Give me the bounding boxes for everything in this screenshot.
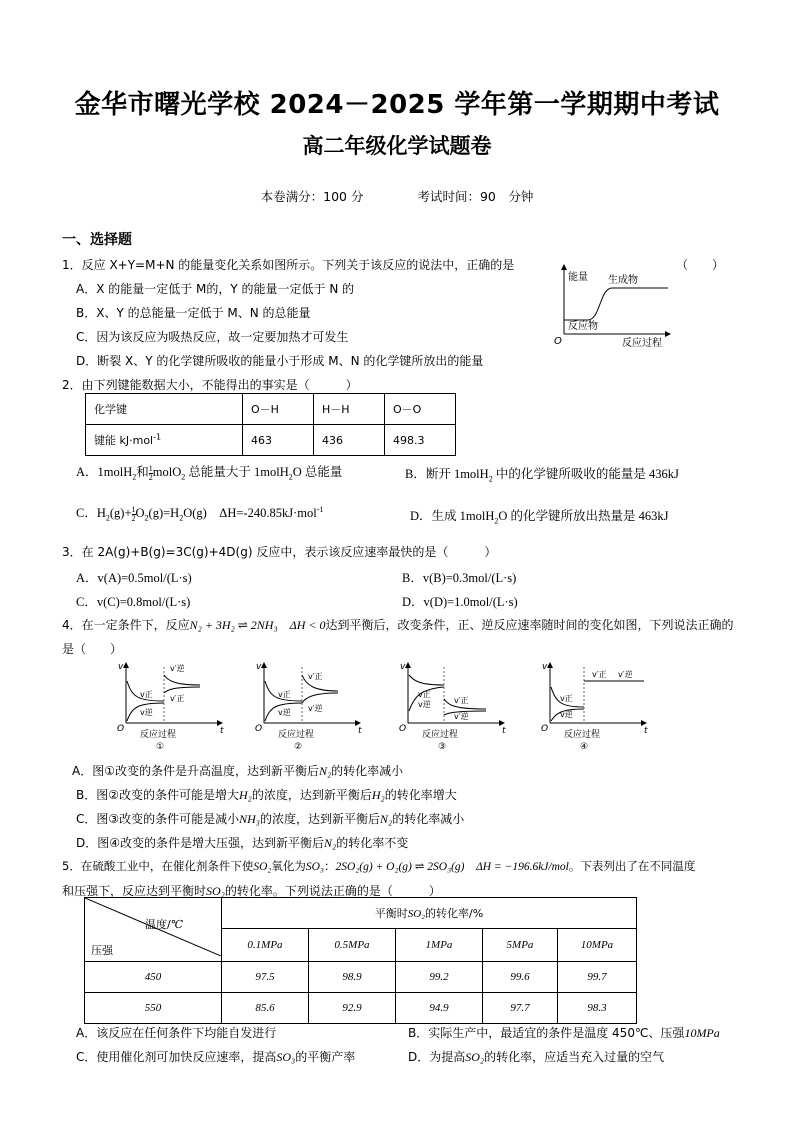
q5-pressure-header: 0.1MPa xyxy=(222,929,309,962)
svg-text:v正: v正 xyxy=(418,690,431,699)
q1-ylabel: 能量 xyxy=(568,272,588,283)
svg-text:v′逆: v′逆 xyxy=(170,664,185,673)
q1-xlabel: 反应过程 xyxy=(622,338,662,348)
q2-header-cell: 化学键 xyxy=(86,394,243,425)
svg-text:v′逆: v′逆 xyxy=(308,704,323,713)
svg-text:t: t xyxy=(358,726,362,736)
q1-option-b: B．X、Y 的总能量一定低于 M、N 的总能量 xyxy=(76,306,311,320)
rate-curve xyxy=(164,687,200,693)
fraction: $\frac{1}{2}$ xyxy=(148,463,153,482)
q5-temp-cell: 450 xyxy=(85,962,222,993)
svg-text:v′正: v′正 xyxy=(308,672,323,681)
q2-value-cell: 436 xyxy=(314,425,385,456)
q5-temp-label: 温度/℃ xyxy=(145,918,184,931)
exam-title: 金华市曙光学校 2024－2025 学年第一学期期中考试 xyxy=(74,90,720,120)
q1-option-a: A．X 的能量一定低于 M的，Y 的能量一定低于 N 的 xyxy=(76,282,355,296)
q5-pressure-header: 5MPa xyxy=(483,929,558,962)
q1-x-arrow xyxy=(665,331,671,337)
q5-value-cell: 99.7 xyxy=(558,962,637,993)
svg-text:v: v xyxy=(400,662,406,672)
q4-option-d: D．图④改变的条件是增大压强，达到新平衡后N₂的转化率不变 xyxy=(76,836,409,850)
q5-value-cell: 97.5 xyxy=(222,962,309,993)
q5-diagonal-header xyxy=(85,898,222,962)
q1-origin: O xyxy=(554,336,562,347)
q5-option-a: A．该反应在任何条件下均能自发进行 xyxy=(76,1026,277,1040)
q5-value-cell: 99.2 xyxy=(396,962,483,993)
svg-text:O: O xyxy=(399,724,407,734)
q1-reactant-label: 反应物 xyxy=(568,321,598,332)
q4-stem: 4．在一定条件下，反应N₂ + 3H₂ ⇌ 2NH₃ ΔH < 0达到平衡后，改变条件，正、逆反应速率随时间的变化如图，下列说法正确的 xyxy=(62,618,734,632)
q5-value-cell: 99.6 xyxy=(483,962,558,993)
q2-option-a: A．1molH$_2$和 $\frac{1}{2}$ molO$_2$ 总能量大于 1molH$_2$O 总能量 xyxy=(76,463,343,482)
q3-option-a: A．v(A)=0.5mol/(L·s) xyxy=(76,571,192,585)
q4-equation: N₂ + 3H₂ ⇌ 2NH₃ xyxy=(189,618,278,632)
svg-text:反应过程: 反应过程 xyxy=(140,730,177,740)
svg-text:反应过程: 反应过程 xyxy=(278,730,315,740)
q1-answer-paren: （ ） xyxy=(676,258,725,272)
svg-text:t: t xyxy=(644,726,648,736)
q3-option-b: B．v(B)=0.3mol/(L·s) xyxy=(402,571,517,585)
q2-row-label: 键能 kJ·mol$^{-1}$ xyxy=(86,425,243,456)
svg-text:O: O xyxy=(255,724,263,734)
q5-option-b: B．实际生产中，最适宜的条件是温度 450℃、压强10MPa xyxy=(408,1026,720,1040)
svg-text:v逆: v逆 xyxy=(278,708,291,717)
q1-stem: 1．反应 X+Y=M+N 的能量变化关系如图所示。下列关于该反应的说法中，正确的是 xyxy=(62,258,515,272)
svg-text:v正: v正 xyxy=(560,694,573,703)
q1-option-c: C．因为该反应为吸热反应，故一定要加热才可发生 xyxy=(76,330,349,344)
q5-group-header: 平衡时SO₂的转化率/% xyxy=(222,898,637,929)
q5-pressure-header: 1MPa xyxy=(396,929,483,962)
rate-curve xyxy=(302,693,338,703)
svg-text:②: ② xyxy=(294,742,303,752)
svg-text:v正: v正 xyxy=(278,690,291,699)
fraction: $\frac{1}{2}$ xyxy=(131,504,136,523)
q5-pressure-header: 0.5MPa xyxy=(309,929,396,962)
q1-product-label: 生成物 xyxy=(608,275,638,286)
q5-pressure-label: 压强 xyxy=(91,944,113,957)
q1-energy-diagram xyxy=(548,262,678,348)
q2-header-cell: O－H xyxy=(243,394,314,425)
svg-text:v逆: v逆 xyxy=(560,710,573,719)
svg-text:反应过程: 反应过程 xyxy=(564,730,601,740)
q2-value-cell: 463 xyxy=(243,425,314,456)
svg-text:O: O xyxy=(541,724,549,734)
q5-value-cell: 98.9 xyxy=(309,962,396,993)
svg-text:t: t xyxy=(220,726,224,736)
svg-text:v逆: v逆 xyxy=(418,700,431,709)
svg-text:t: t xyxy=(502,726,506,736)
svg-text:v: v xyxy=(256,662,262,672)
exam-time: 考试时间：90 分钟 xyxy=(417,189,534,204)
svg-text:④: ④ xyxy=(580,742,589,752)
q4-rate-graphs xyxy=(112,657,682,753)
svg-text:v′正: v′正 xyxy=(454,696,469,705)
q2-stem: 2．由下列键能数据大小，不能得出的事实是（ ） xyxy=(62,378,358,392)
svg-text:v′正: v′正 xyxy=(592,670,607,679)
table-row xyxy=(85,993,637,1024)
table-row xyxy=(85,898,637,929)
svg-text:v逆: v逆 xyxy=(140,708,153,717)
q5-value-cell: 92.9 xyxy=(309,993,396,1024)
q3-option-c: C．v(C)=0.8mol/(L·s) xyxy=(76,595,191,609)
q1-option-d: D．断裂 X、Y 的化学键所吸收的能量小于形成 M、N 的化学键所放出的能量 xyxy=(76,354,484,368)
exam-info xyxy=(0,187,794,205)
q2-header-cell: H－H xyxy=(314,394,385,425)
table-row xyxy=(86,425,456,456)
q4-enthalpy: ΔH < 0 xyxy=(289,618,326,632)
table-row xyxy=(86,394,456,425)
q3-stem: 3．在 2A(g)+B(g)=3C(g)+4D(g) 反应中，表示该反应速率最快的是（ ） xyxy=(62,545,497,559)
table-row xyxy=(85,962,637,993)
svg-text:反应过程: 反应过程 xyxy=(422,730,459,740)
q4-graph-3 xyxy=(399,662,506,752)
forward-rate-curve xyxy=(409,675,444,685)
q5-conversion-table xyxy=(84,897,637,1024)
svg-text:v′逆: v′逆 xyxy=(618,670,633,679)
q5-enthalpy: ΔH = −196.6kJ/mol xyxy=(476,861,569,873)
q4-option-a: A．图①改变的条件是升高温度，达到新平衡后N₂的转化率减小 xyxy=(72,764,404,778)
q5-value-cell: 94.9 xyxy=(396,993,483,1024)
svg-text:v′正: v′正 xyxy=(170,694,185,703)
section-heading: 一、选择题 xyxy=(62,232,132,248)
q2-option-d: D．生成 1molH$_2$O 的化学键所放出热量是 463kJ xyxy=(410,509,669,526)
q4-graph-4 xyxy=(541,662,648,752)
q2-header-cell: O－O xyxy=(385,394,456,425)
svg-text:③: ③ xyxy=(438,742,447,752)
q5-value-cell: 97.7 xyxy=(483,993,558,1024)
svg-text:v: v xyxy=(118,662,124,672)
q3-option-d: D．v(D)=1.0mol/(L·s) xyxy=(402,595,518,609)
q1-y-arrow xyxy=(561,264,567,270)
exam-subtitle: 高二年级化学试题卷 xyxy=(302,134,492,158)
q2-bond-table xyxy=(85,393,456,456)
q2-value-cell: 498.3 xyxy=(385,425,456,456)
rate-curve xyxy=(164,675,200,685)
svg-text:O: O xyxy=(117,724,125,734)
q5-pressure-header: 10MPa xyxy=(558,929,637,962)
q2-option-b: B．断开 1molH$_2$ 中的化学键所吸收的能量是 436kJ xyxy=(405,467,679,484)
q5-stem-line2: 和压强下，反应达到平衡时SO₂的转化率。下列说法正确的是（ ） xyxy=(62,884,441,898)
q4-graph-1 xyxy=(117,662,224,752)
q2-option-c: C．$H_2(g)+$ $\frac{1}{2}$ $O_2(g)=H_2O(g)$ ΔH=-240.85kJ·mol$^{-1}$ xyxy=(76,504,324,523)
q5-option-c: C．使用催化剂可加快反应速率，提高SO₃的平衡产率 xyxy=(76,1050,356,1064)
q1-energy-curve xyxy=(564,288,668,320)
svg-text:v: v xyxy=(542,662,548,672)
q5-value-cell: 98.3 xyxy=(558,993,637,1024)
q5-value-cell: 85.6 xyxy=(222,993,309,1024)
svg-text:v′逆: v′逆 xyxy=(454,712,469,721)
q4-stem-cont: 是（ ） xyxy=(62,642,123,656)
full-score: 本卷满分：100 分 xyxy=(260,189,364,204)
svg-text:①: ① xyxy=(156,742,165,752)
q5-option-d: D．为提高SO₂的转化率，应适当充入过量的空气 xyxy=(408,1050,665,1064)
q4-graph-2 xyxy=(255,662,362,752)
q4-option-c: C．图③改变的条件可能是减小NH₃的浓度，达到新平衡后N₂的转化率减小 xyxy=(76,812,465,826)
svg-text:v正: v正 xyxy=(140,690,153,699)
q5-equation: 2SO₂(g) + O₂(g) ⇌ 2SO₃(g) xyxy=(335,861,465,873)
q5-temp-cell: 550 xyxy=(85,993,222,1024)
q4-option-b: B．图②改变的条件可能是增大H₂的浓度，达到新平衡后H₂的转化率增大 xyxy=(76,788,457,802)
q5-stem-line1: 5．在硫酸工业中，在催化剂条件下使SO₂氧化为SO₃：2SO₂(g) + O₂(g) ⇌ 2SO₃(g) ΔH = −196.6kJ/mol。下表列出了在不同温度 xyxy=(62,859,696,873)
